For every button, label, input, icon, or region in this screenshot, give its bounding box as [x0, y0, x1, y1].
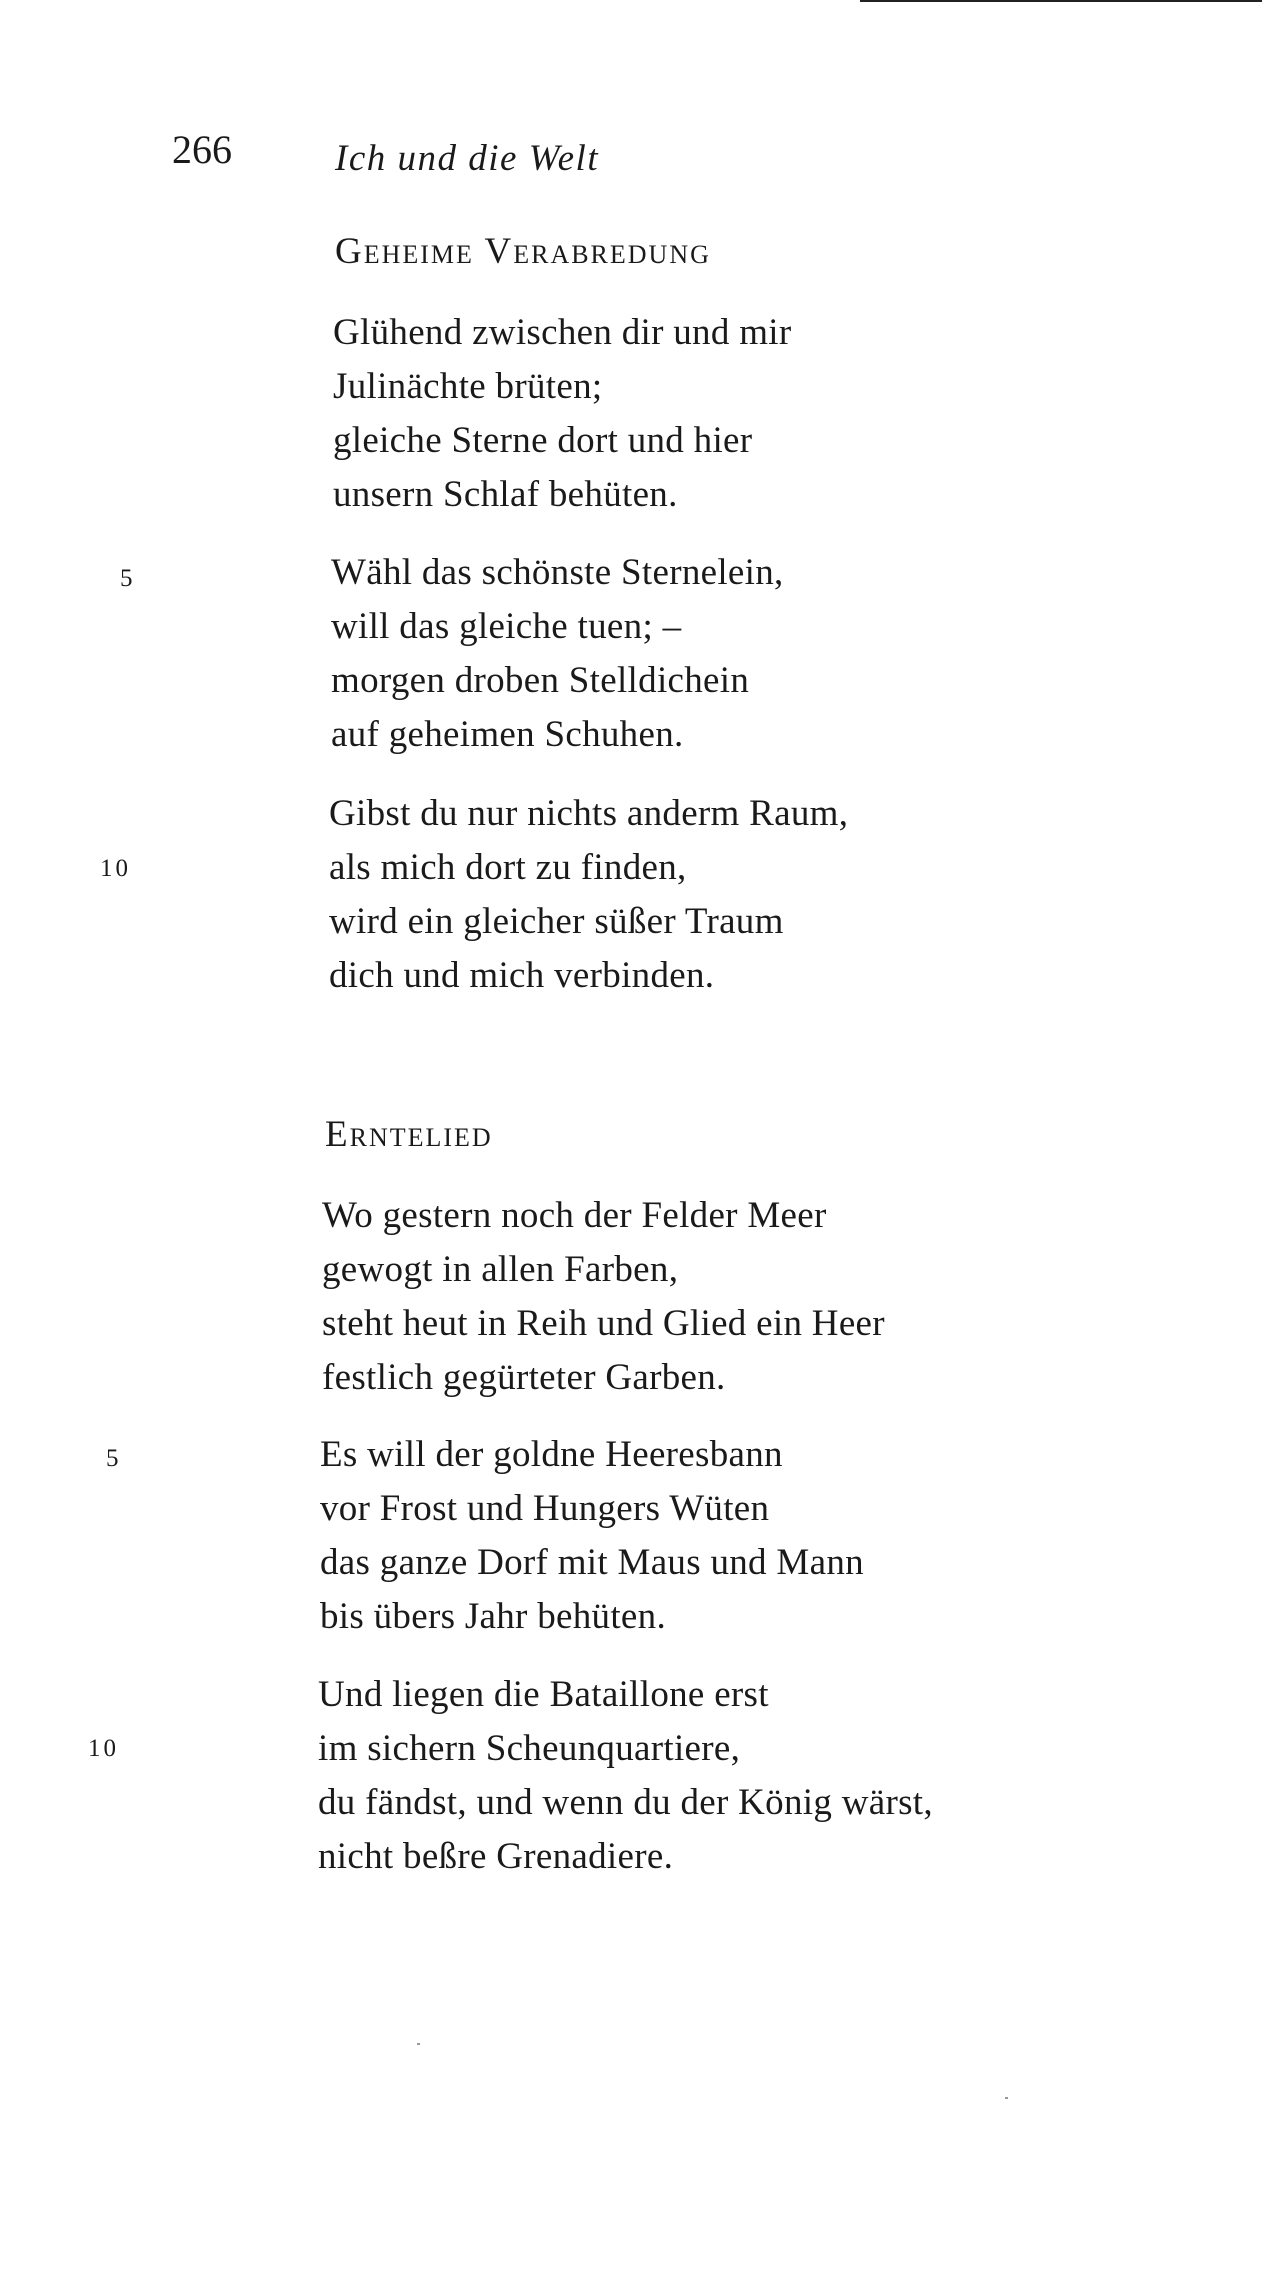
- verse-line: wird ein gleicher süßer Traum: [329, 901, 784, 942]
- verse-line: du fändst, und wenn du der König wärst,: [318, 1782, 933, 1823]
- verse-line: im sichern Scheunquartiere,: [318, 1728, 741, 1769]
- verse-line: will das gleiche tuen; –: [331, 606, 682, 647]
- verse-line: vor Frost und Hungers Wüten: [320, 1488, 770, 1529]
- verse-line: Glühend zwischen dir und mir: [333, 312, 792, 353]
- verse-line: Es will der goldne Heeresbann: [320, 1434, 783, 1475]
- verse-line: Wo gestern noch der Felder Meer: [322, 1195, 827, 1236]
- verse-line: festlich gegürteter Garben.: [322, 1357, 726, 1398]
- line-number: 5: [120, 565, 136, 592]
- verse-line: nicht beßre Grenadiere.: [318, 1836, 674, 1877]
- stanza: [333, 306, 791, 522]
- verse-line: das ganze Dorf mit Maus und Mann: [320, 1542, 864, 1583]
- stanza: [320, 1428, 864, 1644]
- verse-line: Gibst du nur nichts anderm Raum,: [329, 793, 849, 834]
- verse-line: bis übers Jahr behüten.: [320, 1596, 666, 1637]
- verse-line: als mich dort zu finden,: [329, 847, 687, 888]
- stanza: [329, 787, 848, 1003]
- page-edge-line: [860, 0, 1262, 2]
- poem-title: Erntelied: [325, 1114, 493, 1155]
- line-number: 5: [106, 1445, 122, 1472]
- stanza: [318, 1668, 933, 1884]
- stanza: [322, 1189, 885, 1405]
- verse-line: dich und mich verbinden.: [329, 955, 715, 996]
- verse-line: Wähl das schönste Sternelein,: [331, 552, 784, 593]
- verse-line: steht heut in Reih und Glied ein Heer: [322, 1303, 885, 1344]
- verse-line: auf geheimen Schuhen.: [331, 714, 684, 755]
- line-number: 10: [100, 855, 131, 882]
- line-number: 10: [88, 1735, 119, 1762]
- verse-line: unsern Schlaf behüten.: [333, 474, 678, 515]
- verse-line: gewogt in allen Farben,: [322, 1249, 679, 1290]
- speck: [417, 2043, 420, 2045]
- poem-title: Geheime Verabredung: [335, 231, 711, 272]
- verse-line: Und liegen die Bataillone erst: [318, 1674, 769, 1715]
- verse-line: morgen droben Stelldichein: [331, 660, 750, 701]
- verse-line: Julinächte brüten;: [333, 366, 603, 407]
- stanza: [331, 546, 784, 762]
- speck: [1005, 2097, 1008, 2099]
- page-number: 266: [172, 127, 232, 172]
- running-head: Ich und die Welt: [335, 138, 600, 179]
- verse-line: gleiche Sterne dort und hier: [333, 420, 753, 461]
